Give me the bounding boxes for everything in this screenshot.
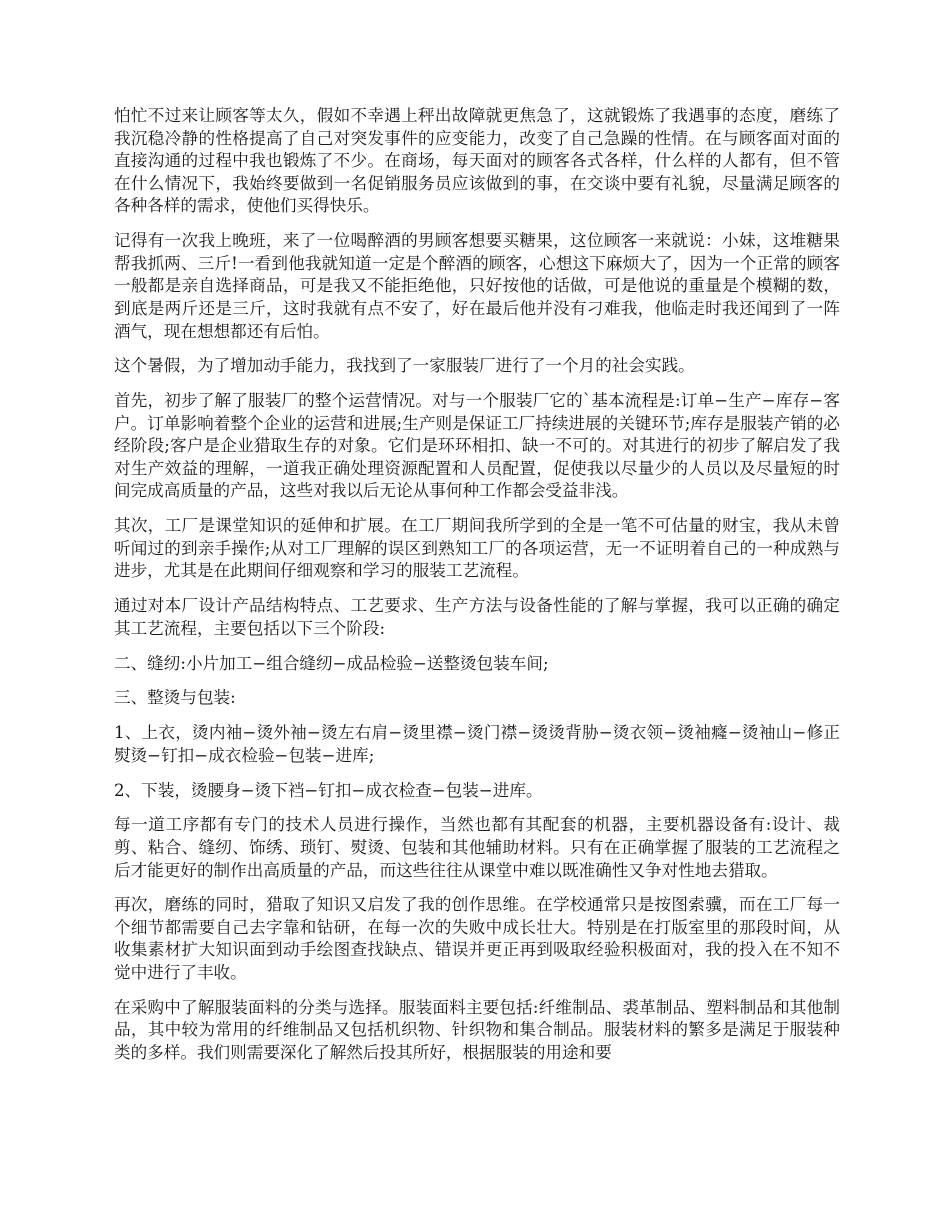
paragraph: 记得有一次我上晚班，来了一位喝醉酒的男顾客想要买糖果，这位顾客一来就说：小妹，这堆糖果帮我抓两、三斤!一看到他我就知道一定是个醉酒的顾客，心想这下麻烦大了，因为一个正常的顾客一般都是亲自选择商品，可是我又不能拒绝他，只好按他的话做，可是他说的重量是个模糊的数，到底是两斤还是三斤，这时我就有点不安了，好在最后他并没有刁难我，他临走时我还闻到了一阵酒气，现在想想都还有后怕。 <box>114 231 840 341</box>
paragraph: 再次，磨练的同时，猎取了知识又启发了我的创作思维。在学校通常只是按图索骥，而在工厂每一个细节都需要自己去字靠和钻研，在每一次的失败中成长壮大。特别是在打版室里的那段时间，从收集素材扩大知识面到动手绘图查找缺点、错误并更正再到吸取经验积极面对，我的投入在不知不觉中进行了丰收。 <box>114 895 840 983</box>
paragraph: 1、上衣，烫内袖−烫外袖−烫左右肩−烫里襟−烫门襟−烫烫背胁−烫衣领−烫袖癃−烫袖山−修正熨烫−钉扣−成衣检验−包装−进库; <box>114 723 840 765</box>
paragraph: 通过对本厂设计产品结构特点、工艺要求、生产方法与设备性能的了解与掌握，我可以正确的确定其工艺流程，主要包括以下三个阶段: <box>114 596 840 638</box>
paragraph: 每一道工序都有专门的技术人员进行操作，当然也都有其配套的机器，主要机器设备有:设计、裁剪、粘合、缝纫、饰绣、琐钉、熨烫、包装和其他辅助材料。只有在正确掌握了服装的工艺流程之后才能更好的制作出高质量的产品，而这些往往从课堂中难以既准确性又争对性地去猎取。 <box>114 815 840 880</box>
document-body <box>114 105 840 1077</box>
paragraph: 怕忙不过来让顾客等太久，假如不幸遇上秤出故障就更焦急了，这就锻炼了我遇事的态度，磨练了我沉稳冷静的性格提高了自己对突发事件的应变能力，改变了自己急躁的性情。在与顾客面对面的直接沟通的过程中我也锻炼了不少。在商场，每天面对的顾客各式各样，什么样的人都有，但不管在什么情况下，我始终要做到一名促销服务员应该做到的事，在交谈中要有礼貌，尽量满足顾客的各种各样的需求，使他们买得快乐。 <box>114 106 840 216</box>
paragraph: 这个暑假，为了增加动手能力，我找到了一家服装厂进行了一个月的社会实践。 <box>114 356 695 376</box>
paragraph: 其次，工厂是课堂知识的延伸和扩展。在工厂期间我所学到的全是一笔不可估量的财宝，我从未曾听闻过的到亲手操作;从对工厂理解的误区到熟知工厂的各项运营，无一不证明着自己的一种成熟与进步，尤其是在此期间仔细观察和学习的服装工艺流程。 <box>114 516 840 581</box>
paragraph: 在采购中了解服装面料的分类与选择。服装面料主要包括:纤维制品、裘革制品、塑料制品和其他制品，其中较为常用的纤维制品又包括机织物、针织物和集合制品。服装材料的繁多是满足于服装种类的多样。我们则需要深化了解然后投其所好，根据服装的用途和要 <box>114 997 840 1063</box>
paragraph: 三、整烫与包装: <box>114 688 236 708</box>
paragraph: 二、缝纫:小片加工−组合缝纫−成品检验−送整烫包装车间; <box>114 653 549 673</box>
paragraph: 首先，初步了解了服装厂的整个运营情况。对与一个服装厂它的`基本流程是:订单−生产−库存−客户。订单影响着整个企业的运营和进展;生产则是保证工厂持续进展的关键环节;库存是服装产销的必经阶段;客户是企业猎取生存的对象。它们是环环相扣、缺一不可的。对其进行的初步了解启发了我对生产效益的理解，一道我正确处理资源配置和人员配置，促使我以尽量少的人员以及尽量短的时间完成高质量的产品，这些对我以后无论从事何种工作都会受益非浅。 <box>114 391 840 501</box>
paragraph: 2、下装，烫腰身−烫下裆−钉扣−成衣检查−包装−进库。 <box>114 780 543 800</box>
